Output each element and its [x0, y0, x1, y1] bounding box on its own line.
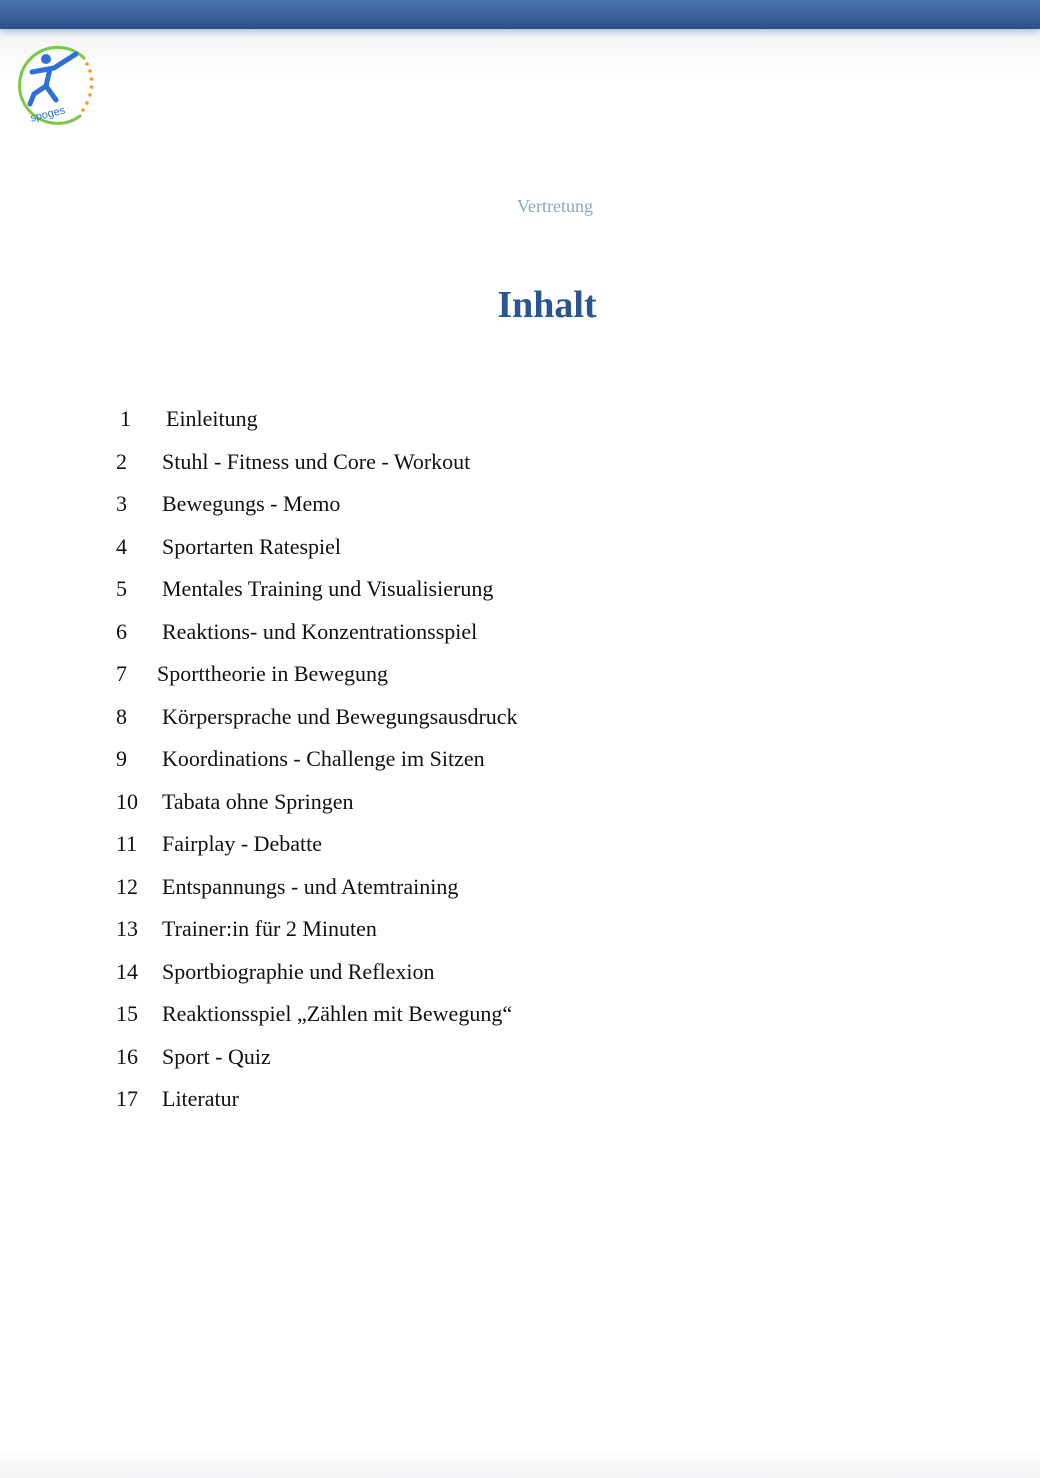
toc-label: Literatur	[162, 1086, 239, 1111]
toc-label: Sporttheorie in Bewegung	[157, 661, 388, 686]
toc-title: Inhalt	[497, 284, 597, 326]
toc-number: 3	[116, 491, 127, 516]
toc-number: 12	[116, 873, 138, 899]
toc-label: Körpersprache und Bewegungsausdruck	[162, 703, 518, 729]
toc-number: 15	[116, 1001, 138, 1026]
toc-item-5[interactable]	[116, 571, 518, 614]
toc-number: 11	[116, 831, 138, 856]
header-shadow	[0, 29, 1040, 79]
logo-text: spoges	[29, 104, 67, 125]
toc-number: 5	[116, 576, 127, 601]
toc-label: Entspannungs - und Atemtraining	[162, 873, 459, 899]
toc-list	[116, 401, 518, 1124]
toc-item-12[interactable]	[116, 869, 518, 912]
toc-item-2[interactable]	[116, 444, 518, 487]
toc-item-16[interactable]	[116, 1039, 518, 1082]
toc-item-4[interactable]	[116, 529, 518, 572]
toc-label: Tabata ohne Springen	[162, 788, 354, 814]
spoges-logo	[10, 42, 98, 126]
toc-number: 14	[116, 958, 138, 984]
toc-number: 13	[116, 916, 138, 941]
toc-label: Mentales Training und Visualisierung	[162, 576, 494, 601]
toc-item-8[interactable]	[116, 699, 518, 742]
toc-label: Fairplay - Debatte	[162, 831, 323, 856]
runner-logo-icon	[10, 42, 98, 126]
toc-number: 4	[116, 533, 127, 559]
page-bottom-shade	[0, 1448, 1040, 1478]
toc-item-7[interactable]	[116, 656, 518, 699]
toc-label: Sportarten Ratespiel	[162, 533, 342, 559]
toc-label: Reaktionsspiel „Zählen mit Bewegung“	[162, 1001, 513, 1026]
toc-item-9[interactable]	[116, 741, 518, 784]
toc-label: Koordinations - Challenge im Sitzen	[162, 746, 485, 771]
toc-label: Stuhl - Fitness und Core - Workout	[162, 448, 471, 474]
toc-item-14[interactable]	[116, 954, 518, 997]
toc-label: Sportbiographie und Reflexion	[162, 958, 435, 984]
toc-number: 16	[116, 1043, 138, 1069]
toc-item-13[interactable]	[116, 911, 518, 954]
toc-item-3[interactable]	[116, 486, 518, 529]
header-text: Vertretung	[517, 196, 593, 216]
toc-label: Bewegungs - Memo	[162, 491, 341, 516]
toc-label: Sport - Quiz	[162, 1043, 271, 1069]
toc-item-10[interactable]	[116, 784, 518, 827]
toc-number: 8	[116, 703, 127, 729]
toc-item-6[interactable]	[116, 614, 518, 657]
toc-label: Reaktions- und Konzentrationsspiel	[162, 618, 478, 644]
toc-label: Trainer:in für 2 Minuten	[162, 916, 377, 941]
toc-item-1[interactable]	[116, 401, 518, 444]
toc-number: 1	[120, 406, 131, 431]
toc-number: 7	[116, 661, 127, 686]
header-band	[0, 0, 1040, 29]
toc-item-11[interactable]	[116, 826, 518, 869]
toc-number: 17	[116, 1086, 138, 1111]
toc-number: 10	[116, 788, 138, 814]
toc-item-17[interactable]	[116, 1081, 518, 1124]
toc-number: 6	[116, 618, 127, 644]
toc-item-15[interactable]	[116, 996, 518, 1039]
toc-number: 9	[116, 746, 127, 771]
toc-label: Einleitung	[166, 406, 258, 431]
toc-number: 2	[116, 448, 127, 474]
